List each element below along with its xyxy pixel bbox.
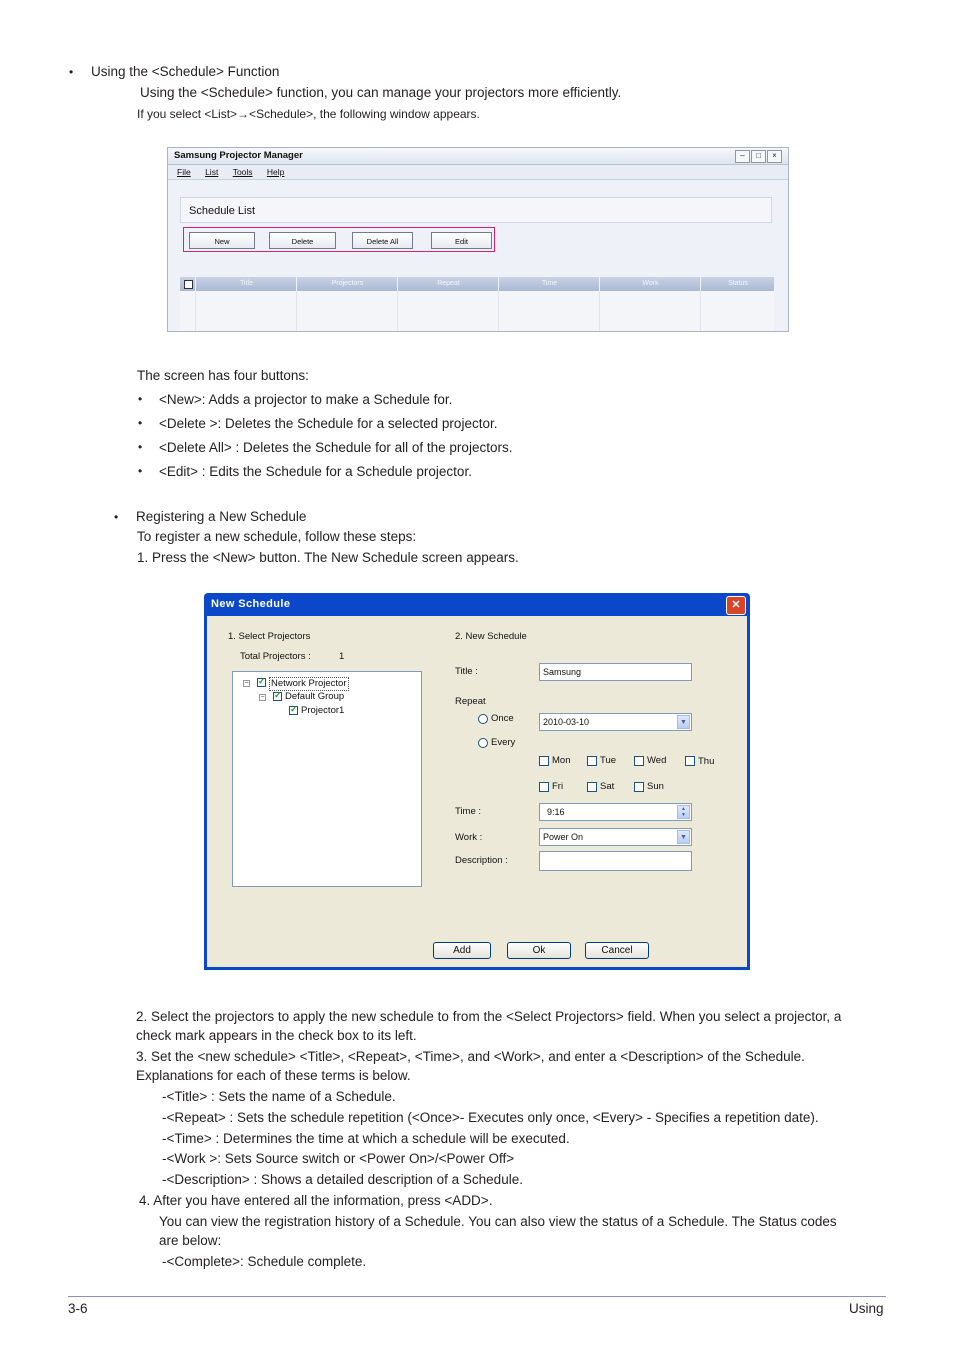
menu-list[interactable]: List — [205, 167, 219, 177]
button-desc-edit: <Edit> : Edits the Schedule for a Schedule projector. — [159, 464, 472, 479]
thu-checkbox[interactable] — [685, 756, 695, 766]
tree-item-default-group[interactable]: Default Group — [285, 691, 345, 702]
title-input[interactable]: Samsung — [539, 663, 692, 681]
fri-checkbox[interactable] — [539, 782, 549, 792]
column-time[interactable]: Time — [498, 277, 600, 291]
sat-checkbox[interactable] — [587, 782, 597, 792]
work-value: Power On — [543, 832, 584, 842]
minimize-icon[interactable]: – — [735, 150, 750, 163]
window-titlebar: Samsung Projector Manager — [168, 148, 788, 165]
total-projectors-label: Total Projectors : — [240, 651, 311, 662]
sun-checkbox[interactable] — [634, 782, 644, 792]
total-projectors-value: 1 — [339, 651, 345, 662]
title-label: Title : — [455, 666, 478, 677]
time-input[interactable] — [539, 803, 692, 821]
thu-label: Thu — [698, 756, 715, 767]
bullet: • — [138, 464, 143, 478]
time-value: 9:16 — [547, 807, 565, 817]
cancel-button[interactable]: Cancel — [585, 942, 649, 959]
once-label: Once — [491, 713, 514, 724]
column-work[interactable]: Work — [599, 277, 701, 291]
new-schedule-label: 2. New Schedule — [455, 631, 527, 642]
status-complete: -<Complete>: Schedule complete. — [162, 1254, 367, 1269]
buttons-lead: The screen has four buttons: — [137, 368, 309, 383]
network-projector-checkbox[interactable] — [257, 678, 266, 687]
column-status[interactable]: Status — [700, 277, 775, 291]
button-desc-delete: <Delete >: Deletes the Schedule for a selected projector. — [159, 416, 498, 431]
chevron-down-icon[interactable]: ▼ — [677, 830, 690, 844]
step-2-line-1: 2. Select the projectors to apply the new schedule to from the <Select Projectors> field. When you select a projector, a — [136, 1009, 842, 1024]
description-input[interactable] — [539, 851, 692, 871]
once-date-value: 2010-03-10 — [543, 717, 590, 727]
step-2-line-2: check mark appears in the check box to its left. — [136, 1028, 417, 1043]
ok-button[interactable]: Ok — [507, 942, 571, 959]
page-number: 3-6 — [68, 1301, 88, 1316]
tue-label: Tue — [600, 755, 617, 766]
tree-item-projector1[interactable]: Projector1 — [301, 705, 345, 716]
intro-text-2: If you select <List>→<Schedule>, the following window appears. — [137, 107, 480, 121]
register-step-1: 1. Press the <New> button. The New Schedule screen appears. — [137, 550, 519, 565]
bullet: • — [138, 392, 143, 406]
menu-bar — [168, 165, 788, 180]
intro-text: Using the <Schedule> function, you can manage your projectors more efficiently. — [140, 85, 622, 100]
time-label: Time : — [455, 806, 482, 817]
every-label: Every — [491, 737, 516, 748]
window-title: New Schedule — [211, 598, 291, 610]
term-repeat: -<Repeat> : Sets the schedule repetition (<Once>- Executes only once, <Every> - Specifies a repetition date). — [162, 1110, 819, 1125]
window-client — [207, 616, 747, 967]
schedule-table-header — [180, 277, 774, 291]
edit-button[interactable]: Edit — [431, 232, 492, 249]
schedule-list-title: Schedule List — [180, 197, 772, 223]
term-title: -<Title> : Sets the name of a Schedule. — [162, 1089, 396, 1104]
maximize-icon[interactable]: □ — [751, 150, 766, 163]
sun-label: Sun — [647, 781, 664, 792]
projector-tree — [232, 671, 422, 887]
fri-label: Fri — [552, 781, 564, 792]
delete-button[interactable]: Delete — [269, 232, 336, 249]
bullet: • — [138, 416, 143, 430]
column-title[interactable]: Title — [195, 277, 297, 291]
default-group-checkbox[interactable] — [273, 692, 282, 701]
bullet: • — [138, 440, 143, 454]
description-label: Description : — [455, 855, 508, 866]
step-4: 4. After you have entered all the information, press <ADD>. — [139, 1193, 493, 1208]
button-desc-delete-all: <Delete All> : Deletes the Schedule for all of the projectors. — [159, 440, 513, 455]
work-label: Work : — [455, 832, 483, 843]
select-all-checkbox[interactable] — [184, 280, 193, 289]
footer-rule — [68, 1296, 886, 1297]
term-time: -<Time> : Determines the time at which a schedule will be executed. — [162, 1131, 570, 1146]
bullet: • — [114, 510, 119, 524]
new-schedule-window — [204, 593, 750, 970]
bullet: • — [69, 65, 74, 79]
time-spinner-icon[interactable]: ▲ ▼ — [677, 805, 690, 819]
step-3-line-1: 3. Set the <new schedule> <Title>, <Repeat>, <Time>, and <Work>, and enter a <Description> of the Schedule. — [136, 1049, 805, 1064]
once-radio[interactable] — [478, 714, 488, 724]
sat-label: Sat — [600, 781, 615, 792]
mon-label: Mon — [552, 755, 571, 766]
step-4-line-2: You can view the registration history of a Schedule. You can also view the status of a Schedule. The Status codes — [159, 1214, 837, 1229]
schedule-list-window — [167, 147, 789, 332]
chevron-down-icon[interactable]: ▼ — [677, 715, 690, 729]
select-projectors-label: 1. Select Projectors — [228, 631, 311, 642]
close-icon[interactable]: × — [767, 150, 782, 163]
register-text: To register a new schedule, follow these steps: — [137, 529, 417, 544]
tue-checkbox[interactable] — [587, 756, 597, 766]
new-button[interactable]: New — [189, 232, 255, 249]
footer-section: Using — [849, 1301, 884, 1316]
column-projectors[interactable]: Projectors — [296, 277, 398, 291]
menu-file[interactable]: File — [177, 167, 191, 177]
close-icon[interactable]: ✕ — [726, 596, 746, 615]
button-desc-new: <New>: Adds a projector to make a Schedule for. — [159, 392, 453, 407]
work-select[interactable] — [539, 828, 692, 846]
tree-item-network-projector[interactable]: Network Projector — [271, 678, 347, 689]
column-repeat[interactable]: Repeat — [397, 277, 499, 291]
once-date-select[interactable] — [539, 713, 692, 731]
menu-tools[interactable]: Tools — [232, 167, 253, 177]
wed-checkbox[interactable] — [634, 756, 644, 766]
add-button[interactable]: Add — [433, 942, 491, 959]
menu-help[interactable]: Help — [266, 167, 285, 177]
step-3-line-2: Explanations for each of these terms is below. — [136, 1068, 411, 1083]
repeat-label: Repeat — [455, 696, 486, 707]
every-radio[interactable] — [478, 738, 488, 748]
schedule-table-body — [180, 291, 774, 331]
mon-checkbox[interactable] — [539, 756, 549, 766]
collapse-icon[interactable]: − — [244, 680, 249, 687]
register-heading: Registering a New Schedule — [136, 509, 307, 524]
delete-all-button[interactable]: Delete All — [352, 232, 413, 249]
term-work: -<Work >: Sets Source switch or <Power On>/<Power Off> — [162, 1151, 515, 1166]
step-4-line-3: are below: — [159, 1233, 222, 1248]
term-description: -<Description> : Shows a detailed description of a Schedule. — [162, 1172, 523, 1187]
section-heading-schedule: Using the <Schedule> Function — [91, 64, 280, 79]
collapse-icon[interactable]: − — [260, 694, 265, 701]
wed-label: Wed — [647, 755, 667, 766]
projector1-checkbox[interactable] — [289, 706, 298, 715]
